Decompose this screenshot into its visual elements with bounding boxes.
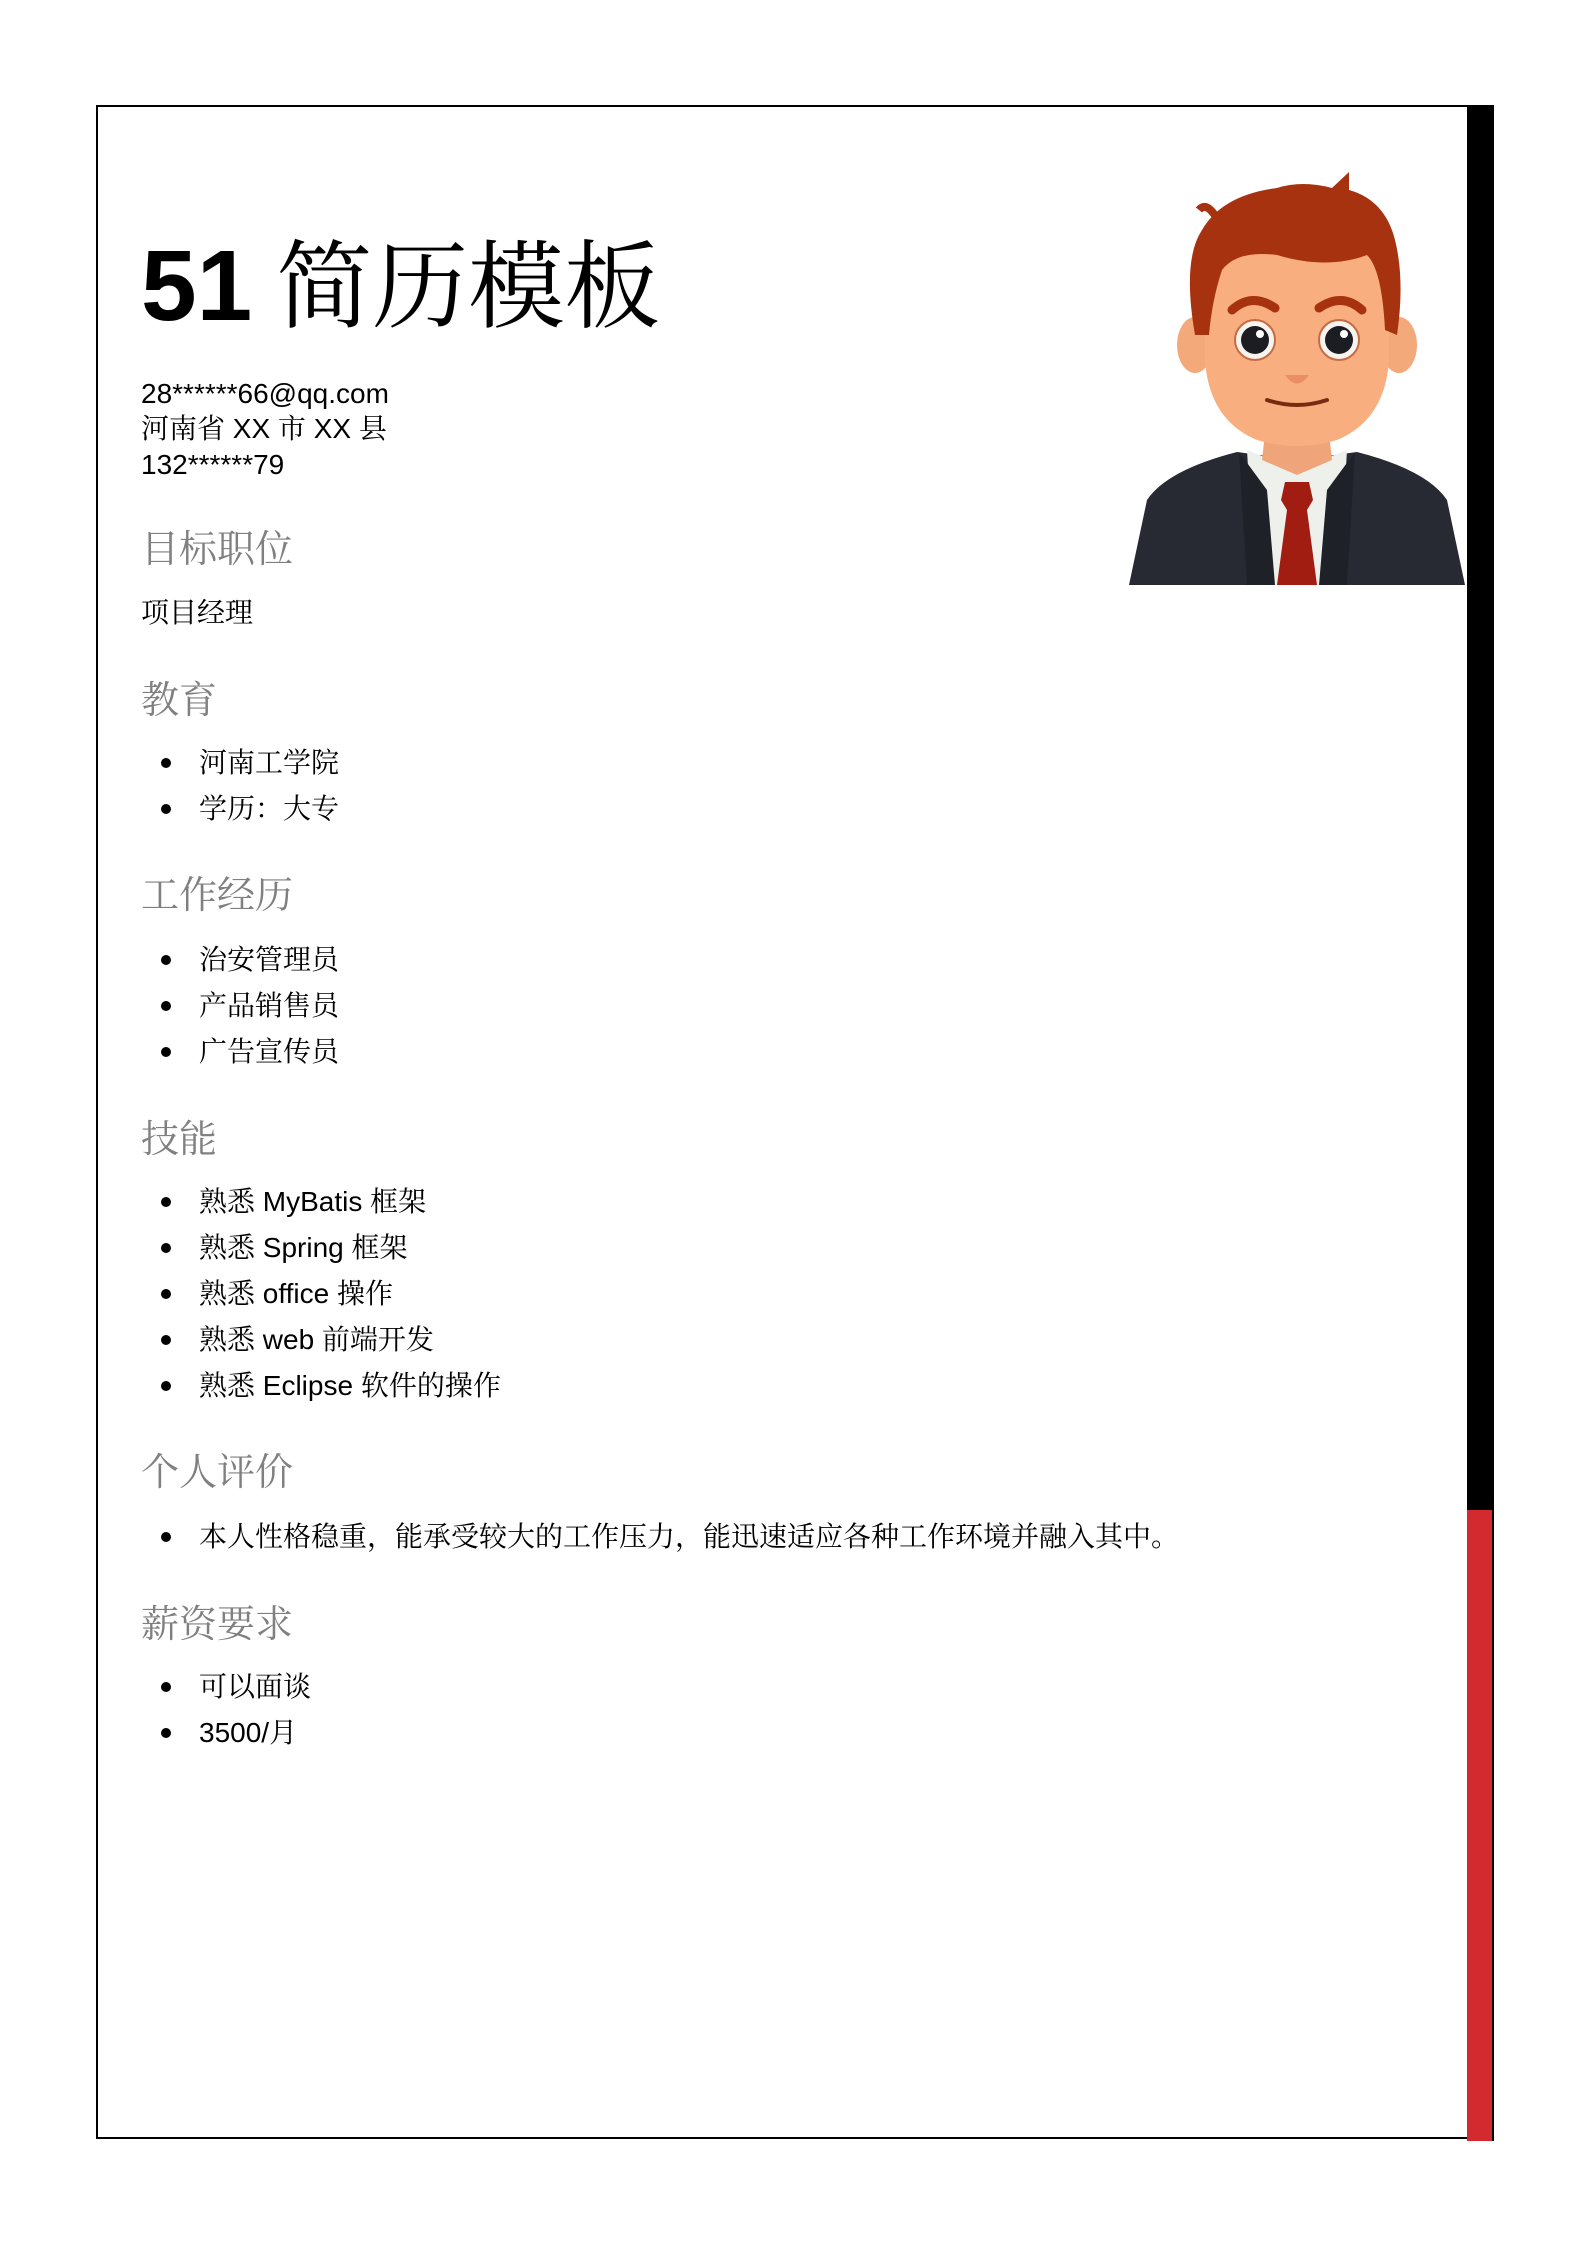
side-bar-black <box>1467 105 1494 1510</box>
side-bar-red <box>1467 1510 1494 2141</box>
list-item: 河南工学院 <box>141 740 339 786</box>
section-heading-work: 工作经历 <box>141 875 294 917</box>
bullet-icon <box>161 1335 171 1345</box>
list-item: 本人性格稳重，能承受较大的工作压力，能迅速适应各种工作环境并融入其中。 <box>141 1514 1179 1560</box>
bullet-icon <box>161 804 171 814</box>
bullet-icon <box>161 1289 171 1299</box>
work-list <box>141 937 339 1075</box>
bullet-icon <box>161 1381 171 1391</box>
skills-list <box>141 1179 501 1409</box>
list-item: 学历：大专 <box>141 786 339 832</box>
bullet-icon <box>161 955 171 965</box>
list-item: 熟悉 office 操作 <box>141 1271 501 1317</box>
section-heading-target: 目标职位 <box>141 529 294 571</box>
bullet-icon <box>161 1682 171 1692</box>
bullet-icon <box>161 1197 171 1207</box>
salary-list <box>141 1664 311 1756</box>
list-item: 熟悉 Spring 框架 <box>141 1225 501 1271</box>
bullet-icon <box>161 1001 171 1011</box>
bullet-icon <box>161 758 171 768</box>
address: 河南省 XX 市 XX 县 <box>141 413 387 444</box>
bullet-icon <box>161 1532 171 1542</box>
bullet-icon <box>161 1728 171 1738</box>
evaluation-list <box>141 1514 1179 1560</box>
section-heading-evaluation: 个人评价 <box>141 1452 294 1494</box>
list-item: 治安管理员 <box>141 937 339 983</box>
phone: 132******79 <box>141 449 285 480</box>
education-list <box>141 740 339 832</box>
list-item: 可以面谈 <box>141 1664 311 1710</box>
avatar <box>1127 160 1467 585</box>
target-position: 项目经理 <box>141 597 254 628</box>
section-heading-skills: 技能 <box>141 1119 218 1161</box>
bullet-icon <box>161 1047 171 1057</box>
list-item: 广告宣传员 <box>141 1029 339 1075</box>
list-item: 熟悉 Eclipse 软件的操作 <box>141 1363 501 1409</box>
list-item: 熟悉 web 前端开发 <box>141 1317 501 1363</box>
title-text: 简历模板 <box>276 234 661 341</box>
title-number: 51 <box>141 230 253 342</box>
email: 28******66@qq.com <box>141 378 389 409</box>
list-item: 3500/月 <box>141 1710 311 1756</box>
list-item: 产品销售员 <box>141 983 339 1029</box>
section-heading-salary: 薪资要求 <box>141 1604 294 1646</box>
resume-title <box>141 226 660 348</box>
list-item: 熟悉 MyBatis 框架 <box>141 1179 501 1225</box>
section-heading-education: 教育 <box>141 680 218 722</box>
bullet-icon <box>161 1243 171 1253</box>
cartoon-man-avatar-icon <box>1127 160 1467 585</box>
